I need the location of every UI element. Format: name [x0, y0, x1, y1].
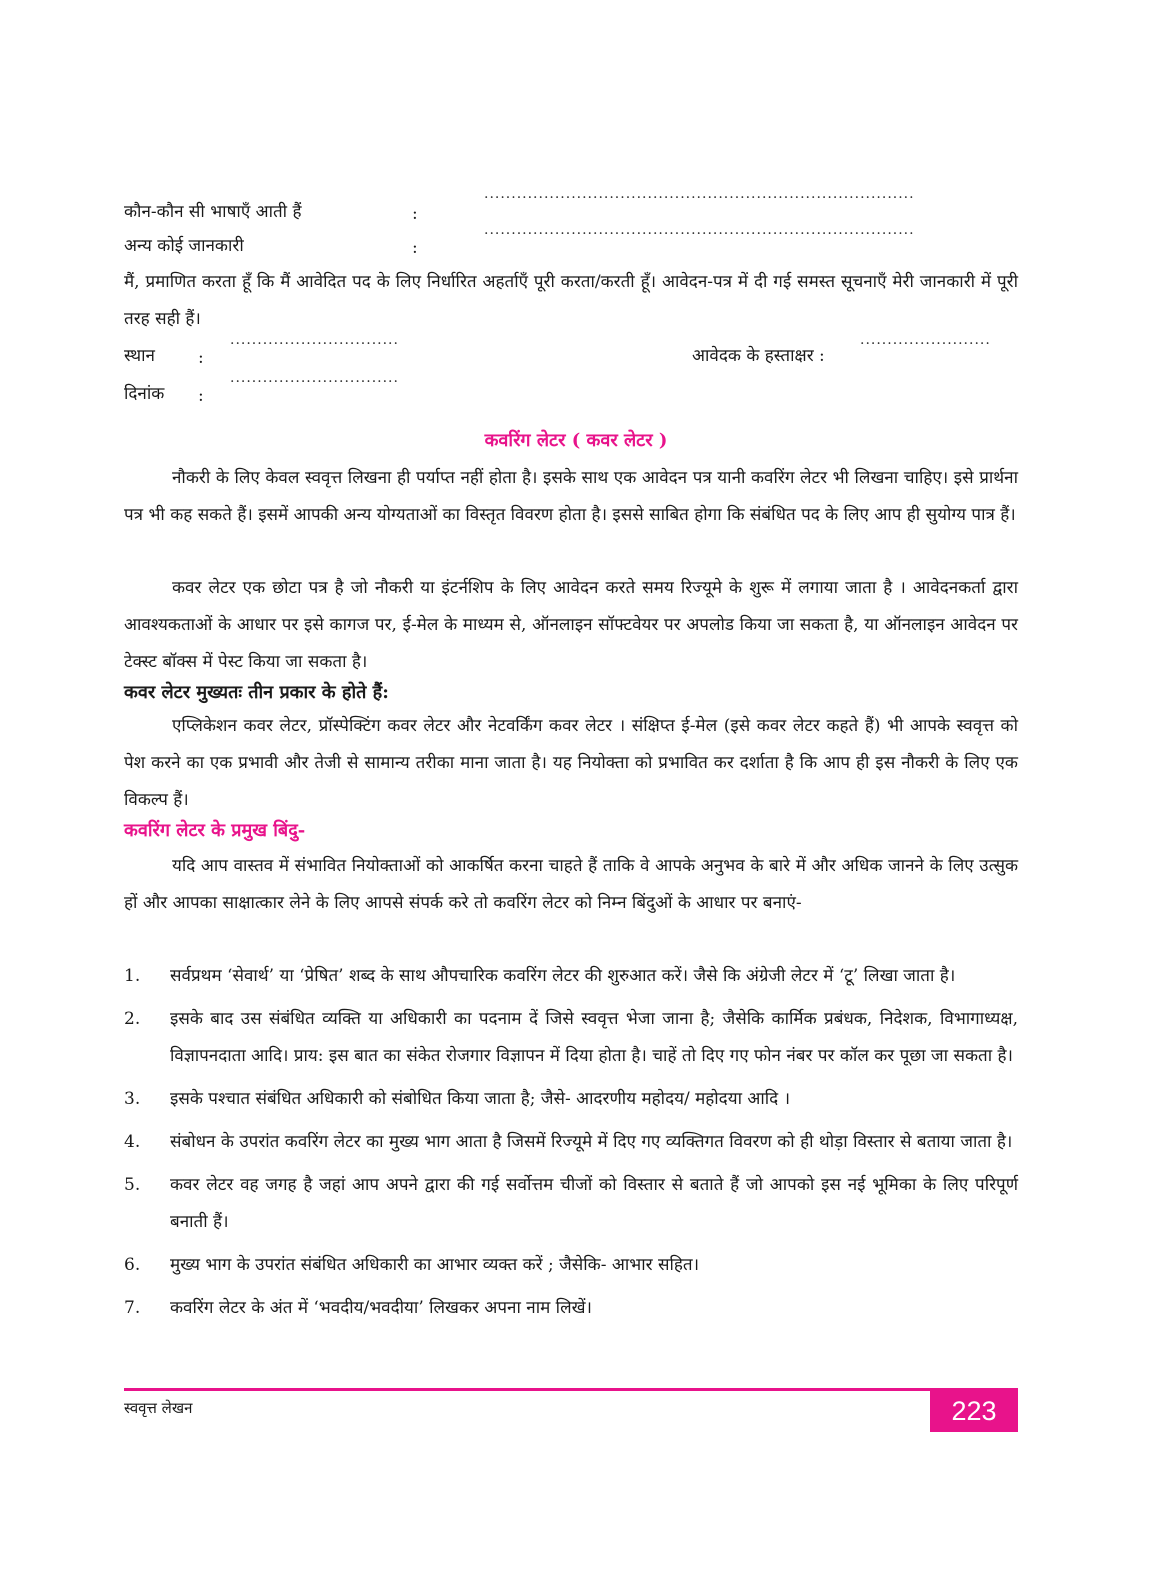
- key-point-item: [124, 1247, 1018, 1284]
- section-title-covering-letter: कवरिंग लेटर ( कवर लेटर ): [484, 430, 668, 451]
- key-point-number: 2.: [124, 1009, 141, 1029]
- key-point-number: 1.: [124, 966, 141, 986]
- key-point-text: इसके बाद उस संबंधित व्यक्ति या अधिकारी का पदनाम दें जिसे स्ववृत्त भेजा जाना है; जैसेकि कार्मिक प्रबंधक, निदेशक, विभागाध्यक्ष, विज्ञापनदाता आदि। प्राय: इस बात का संकेत रोजगार विज्ञापन में दिया होता है। चाहें तो दिए गए फोन नंबर पर कॉल कर पूछा जा सकता है।: [170, 1009, 1018, 1066]
- key-point-text: संबोधन के उपरांत कवरिंग लेटर का मुख्य भाग आता है जिसमें रिज्यूमे में दिए गए व्यक्तिगत विवरण को ही थोड़ा विस्तार से बताया जाता है।: [170, 1132, 1013, 1152]
- key-point-number: 4.: [124, 1132, 141, 1152]
- key-point-text: सर्वप्रथम ‘सेवार्थ’ या ‘प्रेषित’ शब्द के साथ औपचारिक कवरिंग लेटर की शुरुआत करें। जैसे कि अंग्रेजी लेटर में ‘टू’ लिखा जाता है।: [170, 966, 956, 986]
- date-label: दिनांक: [124, 384, 165, 404]
- declaration-text: मैं, प्रमाणित करता हूँ कि मैं आवेदित पद के लिए निर्धारित अहर्ताएँ पूरी करता/करती हूँ। आवेदन-पत्र में दी गई समस्त सूचनाएँ मेरी जानकारी में पूरी तरह सही हैं।: [124, 272, 1018, 329]
- key-point-item: [124, 958, 1018, 995]
- languages-dots: ...............................................................................: [484, 186, 915, 202]
- languages-label: कौन-कौन सी भाषाएँ आती हैं: [124, 202, 302, 222]
- key-point-item: [124, 1290, 1018, 1327]
- date-dots: ...............................: [230, 370, 399, 386]
- other-info-colon: :: [412, 238, 418, 258]
- key-point-item: [124, 1167, 1018, 1241]
- key-point-text: कवरिंग लेटर के अंत में ‘भवदीय/भवदीया’ लिखकर अपना नाम लिखें।: [170, 1298, 592, 1318]
- footer-rule: [124, 1388, 1018, 1391]
- key-point-text: कवर लेटर वह जगह है जहां आप अपने द्वारा की गई सर्वोत्तम चीजों को विस्तार से बताते हैं जो आपको इस नई भूमिका के लिए परिपूर्ण बनाती हैं।: [170, 1175, 1018, 1232]
- languages-colon: :: [412, 204, 418, 224]
- paragraph-types: एप्लिकेशन कवर लेटर, प्रॉस्पेक्टिंग कवर लेटर और नेटवर्किंग कवर लेटर । संक्षिप्त ई-मेल (इसे कवर लेटर कहते हैं) भी आपके स्ववृत्त को पेश करने का एक प्रभावी और तेजी से सामान्य तरीका माना जाता है। यह नियोक्ता को प्रभावित कर दर्शाता है कि आप ही इस नौकरी के लिए एक विकल्प हैं।: [124, 716, 1018, 810]
- page-number: 223: [930, 1390, 1018, 1432]
- key-point-item: [124, 1124, 1018, 1161]
- place-label: स्थान: [124, 346, 155, 366]
- key-point-item: [124, 1001, 1018, 1075]
- place-colon: :: [198, 348, 204, 368]
- key-point-number: 5.: [124, 1175, 141, 1195]
- key-point-number: 3.: [124, 1089, 141, 1109]
- key-point-item: [124, 1081, 1018, 1118]
- key-point-number: 6.: [124, 1255, 141, 1275]
- key-point-number: 7.: [124, 1298, 141, 1318]
- footer-chapter-title: स्ववृत्त लेखन: [124, 1399, 193, 1417]
- key-point-text: मुख्य भाग के उपरांत संबंधित अधिकारी का आभार व्यक्त करें ; जैसेकि- आभार सहित।: [170, 1255, 700, 1275]
- signature-dots: ........................: [860, 332, 991, 348]
- signature-label: आवेदक के हस्ताक्षर :: [692, 346, 825, 366]
- other-info-dots: ...............................................................................: [484, 222, 915, 238]
- paragraph-cover-letter-def: कवर लेटर एक छोटा पत्र है जो नौकरी या इंटर्नशिप के लिए आवेदन करते समय रिज्यूमे के शुरू में लगाया जाता है । आवेदनकर्ता द्वारा आवश्यकताओं के आधार पर इसे कागज पर, ई-मेल के माध्यम से, ऑनलाइन सॉफ्टवेयर पर अपलोड किया जा सकता है, या ऑनलाइन आवेदन पर टेक्स्ट बॉक्स में पेस्ट किया जा सकता है।: [124, 578, 1018, 672]
- date-colon: :: [198, 386, 204, 406]
- section-title-types: कवर लेटर मुख्यतः तीन प्रकार के होते हैं:: [124, 682, 389, 703]
- section-title-key-points: कवरिंग लेटर के प्रमुख बिंदु-: [124, 820, 306, 841]
- place-dots: ...............................: [230, 332, 399, 348]
- other-info-label: अन्य कोई जानकारी: [124, 236, 244, 256]
- paragraph-key-points-intro: यदि आप वास्तव में संभावित नियोक्ताओं को आकर्षित करना चाहते हैं ताकि वे आपके अनुभव के बारे में और अधिक जानने के लिए उत्सुक हों और आपका साक्षात्कार लेने के लिए आपसे संपर्क करे तो कवरिंग लेटर को निम्न बिंदुओं के आधार पर बनाएं-: [124, 856, 1018, 913]
- key-point-text: इसके पश्चात संबंधित अधिकारी को संबोधित किया जाता है; जैसे- आदरणीय महोदय/ महोदया आदि ।: [170, 1089, 791, 1109]
- paragraph-intro: नौकरी के लिए केवल स्ववृत्त लिखना ही पर्याप्त नहीं होता है। इसके साथ एक आवेदन पत्र यानी कवरिंग लेटर भी लिखना चाहिए। इसे प्रार्थना पत्र भी कह सकते हैं। इसमें आपकी अन्य योग्यताओं का विस्तृत विवरण होता है। इससे साबित होगा कि संबंधित पद के लिए आप ही सुयोग्य पात्र हैं।: [124, 468, 1018, 525]
- key-points-list: [124, 958, 1018, 1333]
